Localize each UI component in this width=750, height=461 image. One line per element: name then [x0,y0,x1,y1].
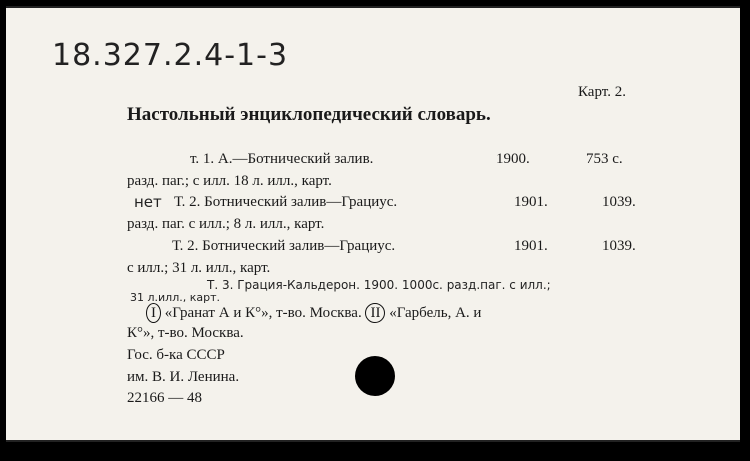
stamp-line-2: им. В. И. Ленина. [127,369,240,385]
entry-line-1: т. 1. А.—Ботнический залив. [190,151,374,167]
stamp-line-1: Гос. б-ка СССР [127,347,225,363]
publisher-2: «Гарбель, А. и [389,305,482,321]
publisher-1: «Гранат А и К°», т-во. Москва. [164,305,362,321]
entry-line-3: Т. 2. Ботнический залив—Грациус. [174,194,398,210]
handwritten-note-cont: 31 л.илл., карт. [130,291,220,304]
punch-hole [355,356,395,396]
entry-pages-1: 753 с. [586,151,623,167]
entry-line-5: Т. 2. Ботнический залив—Грациус. [172,238,396,254]
entry-year-5: 1901. [514,238,548,254]
card-border-bottom [6,440,740,442]
entry-pages-3: 1039. [602,194,636,210]
entry-year-1: 1900. [496,151,530,167]
entry-line-4: разд. паг. с илл.; 8 л. илл., карт. [127,216,325,232]
handwritten-note-volume-3: Т. 3. Грация-Кальдерон. 1900. 1000с. разд.паг. с илл.; [207,278,551,292]
publisher-2-cont: К°», т-во. Москва. [127,325,244,341]
publishers-line [146,303,481,323]
entry-line-2: разд. паг.; с илл. 18 л. илл., карт. [127,173,332,189]
card-title: Настольный энциклопедический словарь. [127,104,491,125]
circled-marker-2: II [365,303,385,323]
circled-marker-1: I [146,303,161,323]
entry-year-3: 1901. [514,194,548,210]
entry-pages-5: 1039. [602,238,636,254]
card-number: Карт. 2. [578,84,626,100]
entry-line-6: с илл.; 31 л. илл., карт. [127,260,271,276]
card-border-top [6,6,740,8]
call-number: 18.327.2.4-1-3 [52,38,289,73]
stamp-line-3: 22166 — 48 [127,390,202,406]
catalog-card [6,6,740,442]
handwritten-net: нет [134,193,162,211]
